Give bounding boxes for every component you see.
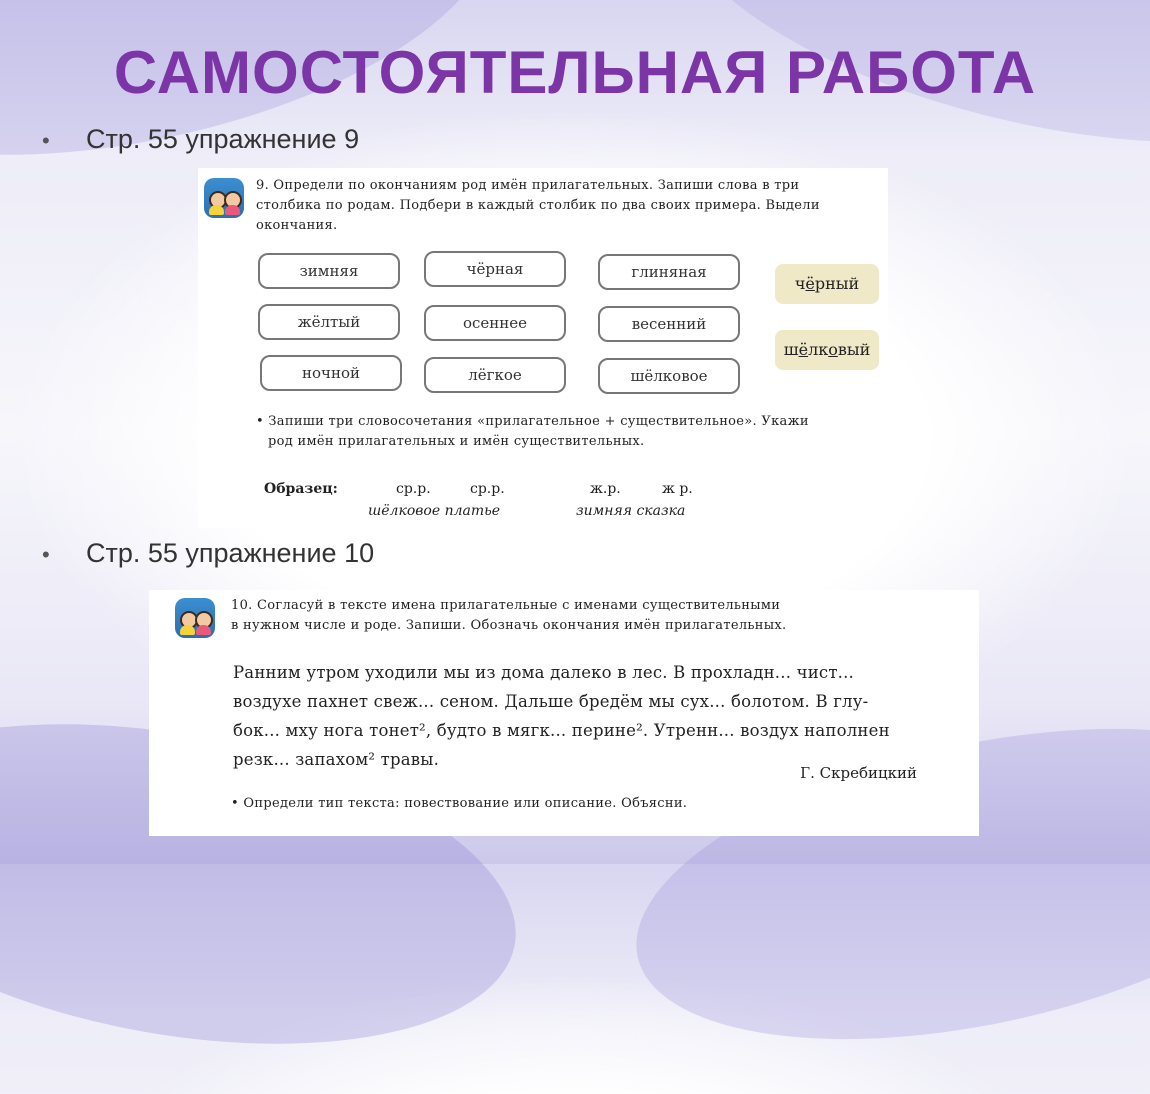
exercise-10-task: 10. Согласуй в тексте имена прилагательные с именами существительными в нужном числе и роде. Запиши. Обозначь окончания имён прилагательных.: [231, 598, 787, 633]
word-box: чёрная: [424, 251, 566, 287]
word-box: шёлковое: [598, 358, 740, 394]
word-box: лёгкое: [424, 357, 566, 393]
exercise-9-subtask: • Запиши три словосочетания «прилагательное + существительное». Укажи род имён прилагательных и имён существительных.: [256, 414, 809, 449]
children-icon: [204, 178, 244, 218]
exercise-9-scan: [198, 168, 888, 528]
word-box: весенний: [598, 306, 740, 342]
exercise-10-text: Ранним утром уходили мы из дома далеко в лес. В прохладн... чист... воздухе пахнет свеж... сеном. Дальше бредём мы сух... болотом. В глу- бок... мху нога тонет², будто в мягк... перине². Утренн... воздух наполнен резк... запахом² травы.: [233, 663, 890, 769]
bullet-symbol: •: [42, 127, 50, 153]
word-box: зимняя: [258, 253, 400, 289]
sample-phrase: шёлковое платье: [368, 503, 501, 519]
exercise-10-subtask: • Определи тип текста: повествование или описание. Объясни.: [231, 796, 688, 811]
word-box: ночной: [260, 355, 402, 391]
bullet-item: [42, 124, 359, 155]
spelling-example: шёлковый: [775, 330, 879, 370]
word-box: жёлтый: [258, 304, 400, 340]
bullet-text: Стр. 55 упражнение 10: [86, 538, 375, 568]
bullet-symbol: •: [42, 541, 50, 567]
slide-title: САМОСТОЯТЕЛЬНАЯ РАБОТА: [113, 39, 1037, 106]
spelling-example: чёрный: [775, 264, 879, 304]
exercise-9-task: 9. Определи по окончаниям род имён прилагательных. Запиши слова в три столбика по родам. Подбери в каждый столбик по два своих примера. Выдели окончания.: [256, 178, 820, 233]
text-author: Г. Скребицкий: [800, 764, 917, 782]
gender-tag: ср.р.: [470, 481, 505, 497]
word-box: глиняная: [598, 254, 740, 290]
bullet-item: [42, 538, 374, 569]
word-box: осеннее: [424, 305, 566, 341]
exercise-10-scan: [149, 590, 979, 836]
gender-tag: ж р.: [662, 481, 693, 497]
bullet-text: Стр. 55 упражнение 9: [86, 124, 360, 154]
children-icon: [175, 598, 215, 638]
sample-phrase: зимняя сказка: [576, 503, 686, 519]
gender-tag: ср.р.: [396, 481, 431, 497]
sample-label: Образец:: [264, 481, 338, 497]
gender-tag: ж.р.: [590, 481, 621, 497]
